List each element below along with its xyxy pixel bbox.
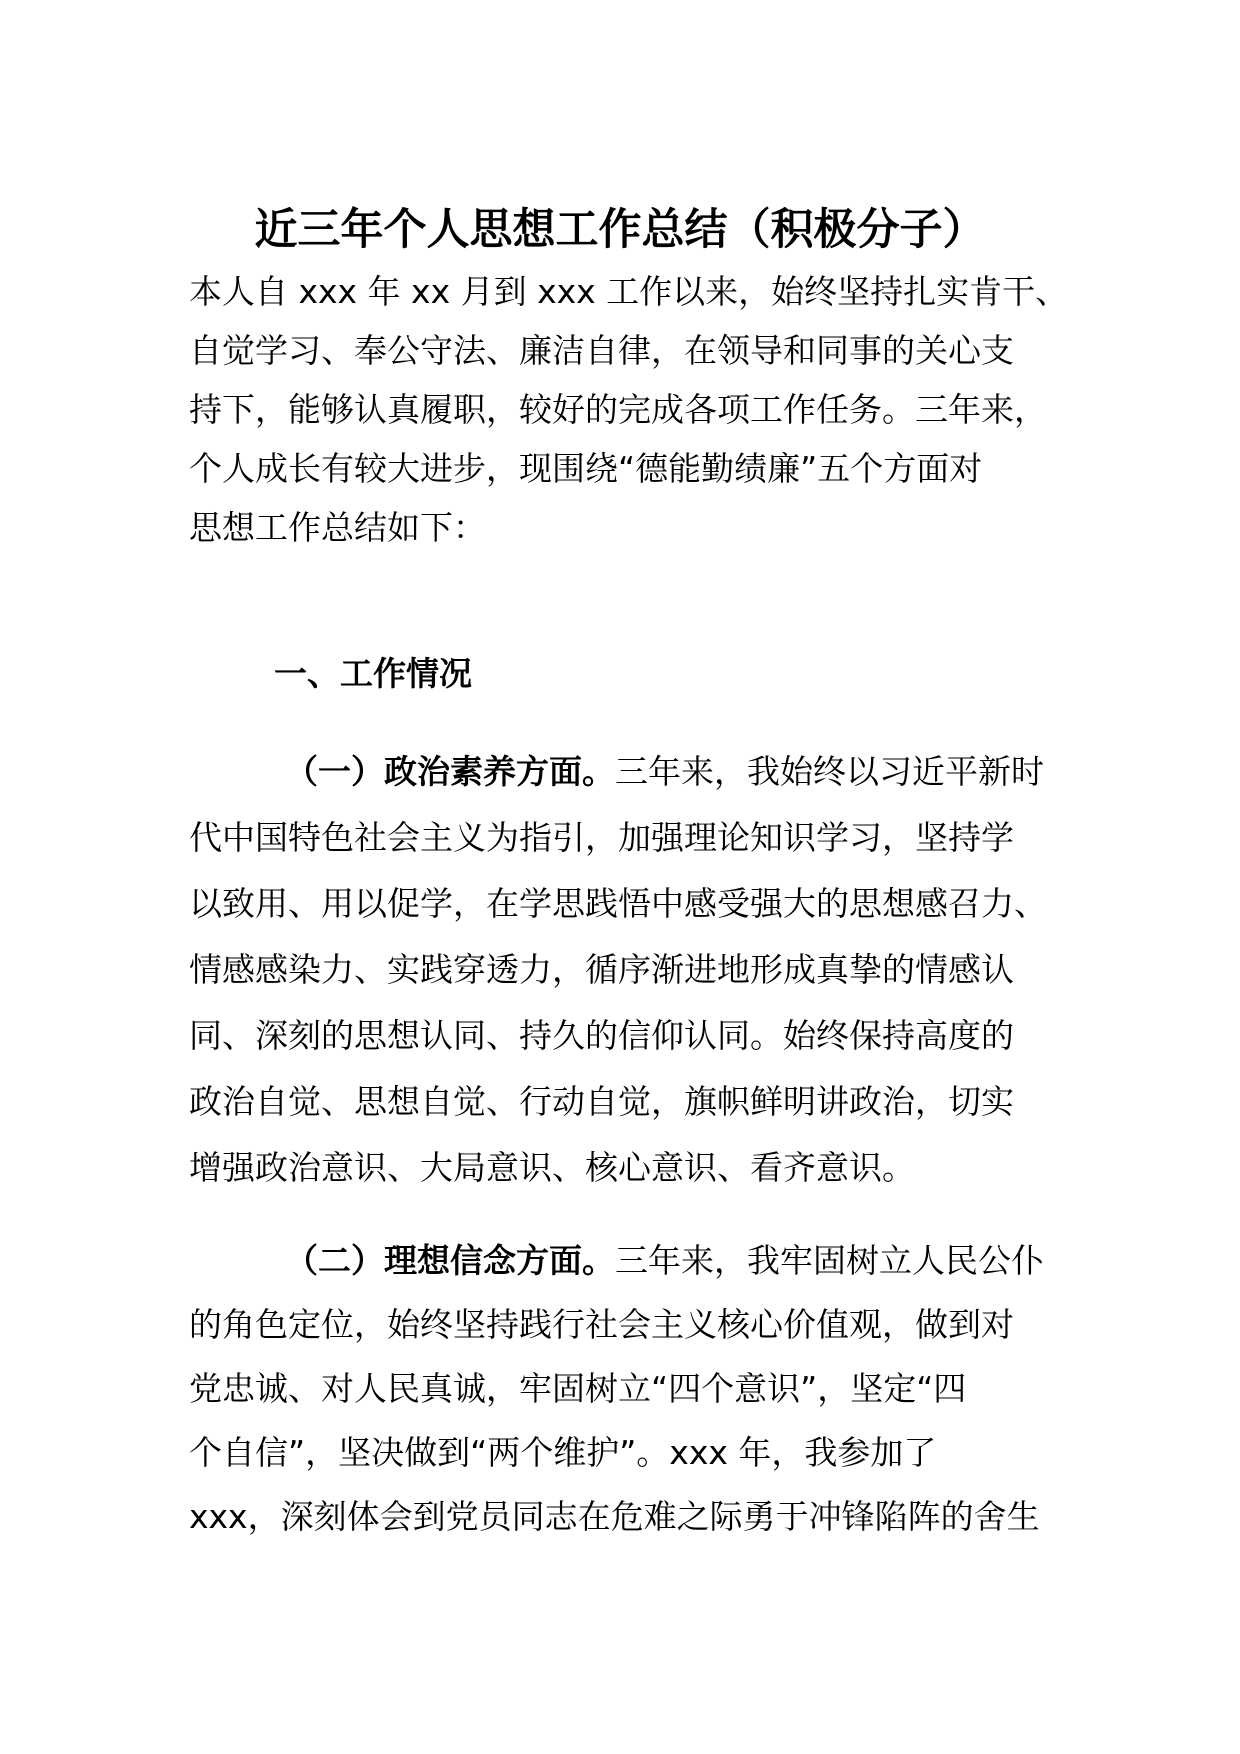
paragraph-line: 代中国特色社会主义为指引，加强理论知识学习，坚持学 [189,818,1014,857]
intro-line: 个人成长有较大进步，现围绕“德能勤绩廉”五个方面对 [189,449,983,488]
paragraph-line: 的角色定位，始终坚持践行社会主义核心价值观，做到对 [189,1305,1014,1344]
subsection-text: 三年来，我牢固树立人民公仆 [615,1241,1044,1280]
paragraph-line: 增强政治意识、大局意识、核心意识、看齐意识。 [189,1148,915,1187]
subsection-text: 三年来，我始终以习近平新时 [615,752,1044,791]
subsection-lead: （一）政治素养方面。 [285,752,615,791]
paragraph-line: 政治自觉、思想自觉、行动自觉，旗帜鲜明讲政治，切实 [189,1082,1014,1121]
intro-line: 持下，能够认真履职，较好的完成各项工作任务。三年来， [189,390,1047,429]
document-title: 近三年个人思想工作总结（积极分子） [254,205,986,255]
intro-line: 自觉学习、奉公守法、廉洁自律，在领导和同事的关心支 [189,331,1014,370]
paragraph-line: 同、深刻的思想认同、持久的信仰认同。始终保持高度的 [189,1016,1014,1055]
intro-line: 思想工作总结如下： [189,508,486,547]
paragraph-line: 党忠诚、对人民真诚，牢固树立“四个意识”，坚定“四 [189,1369,967,1408]
subsection-first-line [285,1236,1044,1286]
intro-line: 本人自 xxx 年 xx 月到 xxx 工作以来，始终坚持扎实肯干、 [189,272,1069,311]
paragraph-line: xxx，深刻体会到党员同志在危难之际勇于冲锋陷阵的舍生 [189,1497,1040,1536]
paragraph-line: 情感感染力、实践穿透力，循序渐进地形成真挚的情感认 [189,950,1014,989]
paragraph-line: 以致用、用以促学，在学思践悟中感受强大的思想感召力、 [189,884,1047,923]
section-heading: 一、工作情况 [274,654,472,693]
subsection-lead: （二）理想信念方面。 [285,1241,615,1280]
subsection-first-line [285,747,1044,797]
paragraph-line: 个自信”，坚决做到“两个维护”。xxx 年，我参加了 [189,1433,937,1472]
